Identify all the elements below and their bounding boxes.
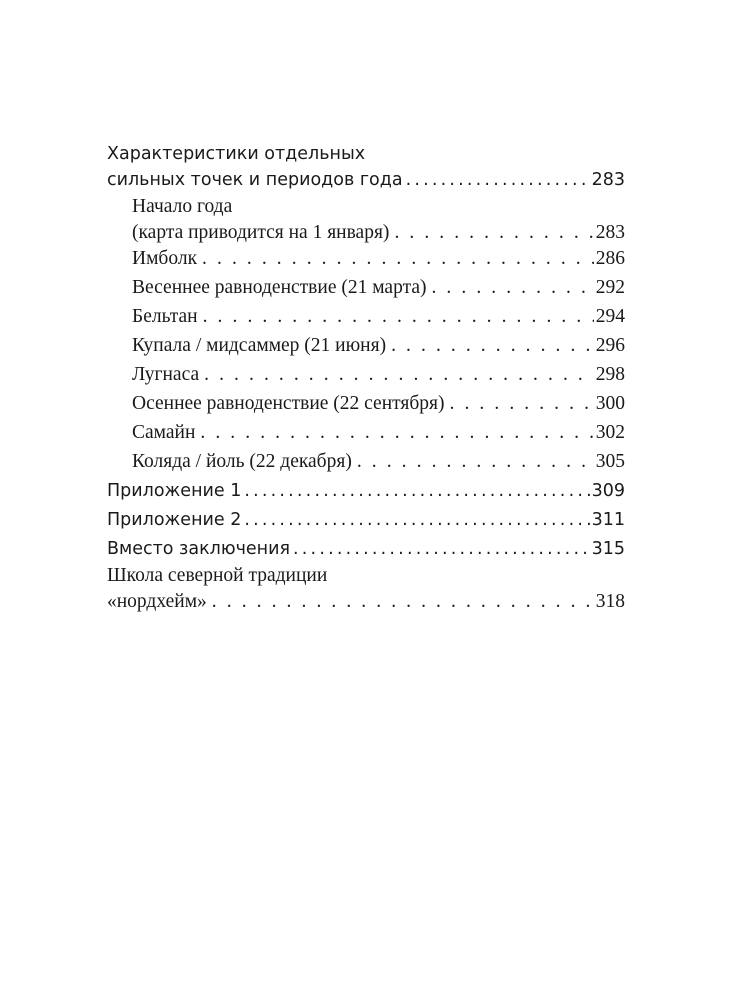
- toc-entry-title: Бельтан: [132, 306, 198, 327]
- toc-entry-conclusion[interactable]: [107, 536, 625, 562]
- toc-entry-title: Самайн: [132, 422, 196, 443]
- toc-entry-title-line2: (карта приводится на 1 января): [132, 222, 390, 243]
- toc-entry-beltane[interactable]: [132, 304, 625, 330]
- toc-entry-spring-equinox[interactable]: [132, 275, 625, 301]
- toc-entry-title-line1: Характеристики отдельных: [107, 144, 366, 164]
- dot-leader: [431, 275, 593, 301]
- dot-leader: [202, 246, 594, 272]
- toc-page-number: 286: [595, 248, 625, 269]
- toc-entry-title-line1: Начало года: [132, 196, 233, 217]
- dot-leader: [394, 220, 593, 246]
- toc-page-number: 305: [595, 451, 625, 472]
- dot-leader: [391, 333, 594, 359]
- toc-entry-yule[interactable]: [132, 449, 625, 475]
- toc-page-number: 283: [595, 222, 625, 243]
- toc-entry-nordheim-school[interactable]: [107, 563, 625, 615]
- toc-entry-title-line1: Школа северной традиции: [107, 565, 328, 586]
- dot-leader: [203, 304, 594, 330]
- toc-entry-lughnasadh[interactable]: [132, 362, 625, 388]
- toc-page-number: 292: [595, 277, 625, 298]
- toc-entry-title: Приложение 2: [107, 510, 242, 530]
- toc-entry-kupala[interactable]: [132, 333, 625, 359]
- toc-entry-title: Осеннее равноденствие (22 сентября): [132, 393, 445, 414]
- toc-entry-title-line2: «нордхейм»: [107, 591, 207, 612]
- toc-entry-title: Весеннее равноденствие (21 марта): [132, 277, 427, 298]
- dot-leader: [357, 449, 594, 475]
- dot-leader: [244, 478, 590, 504]
- toc-page-number: 294: [595, 306, 625, 327]
- toc-page-number: 315: [591, 539, 625, 559]
- toc-entry-title: Коляда / йоль (22 декабря): [132, 451, 352, 472]
- toc-entry-title: Вместо заключения: [107, 539, 291, 559]
- dot-leader: [293, 536, 591, 562]
- toc-entry-title: Купала / мидсаммер (21 июня): [132, 335, 387, 356]
- dot-leader: [200, 420, 593, 446]
- dot-leader: [244, 507, 590, 533]
- toc-entry-autumn-equinox[interactable]: [132, 391, 625, 417]
- toc-page-number: 311: [591, 510, 625, 530]
- toc-entry-samhain[interactable]: [132, 420, 625, 446]
- toc-entry-title: Имболк: [132, 248, 198, 269]
- toc-entry-title-line2: сильных точек и периодов года: [107, 170, 403, 190]
- toc-entry-appendix-2[interactable]: [107, 507, 625, 533]
- toc-page-number: 318: [595, 591, 625, 612]
- dot-leader: [450, 391, 594, 417]
- toc-entry-appendix-1[interactable]: [107, 478, 625, 504]
- toc-entry-imbolc[interactable]: [132, 246, 625, 272]
- toc-page-number: 283: [591, 170, 625, 190]
- dot-leader: [212, 589, 594, 615]
- toc-page-number: 296: [595, 335, 625, 356]
- toc-entry-characteristics[interactable]: [107, 141, 625, 193]
- toc-page-number: 302: [595, 422, 625, 443]
- dot-leader: [406, 167, 591, 193]
- toc-page-number: 309: [591, 481, 625, 501]
- toc-page-number: 300: [595, 393, 625, 414]
- toc-entry-new-year[interactable]: [132, 194, 625, 246]
- toc-page-number: 298: [595, 364, 625, 385]
- toc-entry-title: Лугнаса: [132, 364, 200, 385]
- dot-leader: [204, 362, 594, 388]
- toc-entry-title: Приложение 1: [107, 481, 242, 501]
